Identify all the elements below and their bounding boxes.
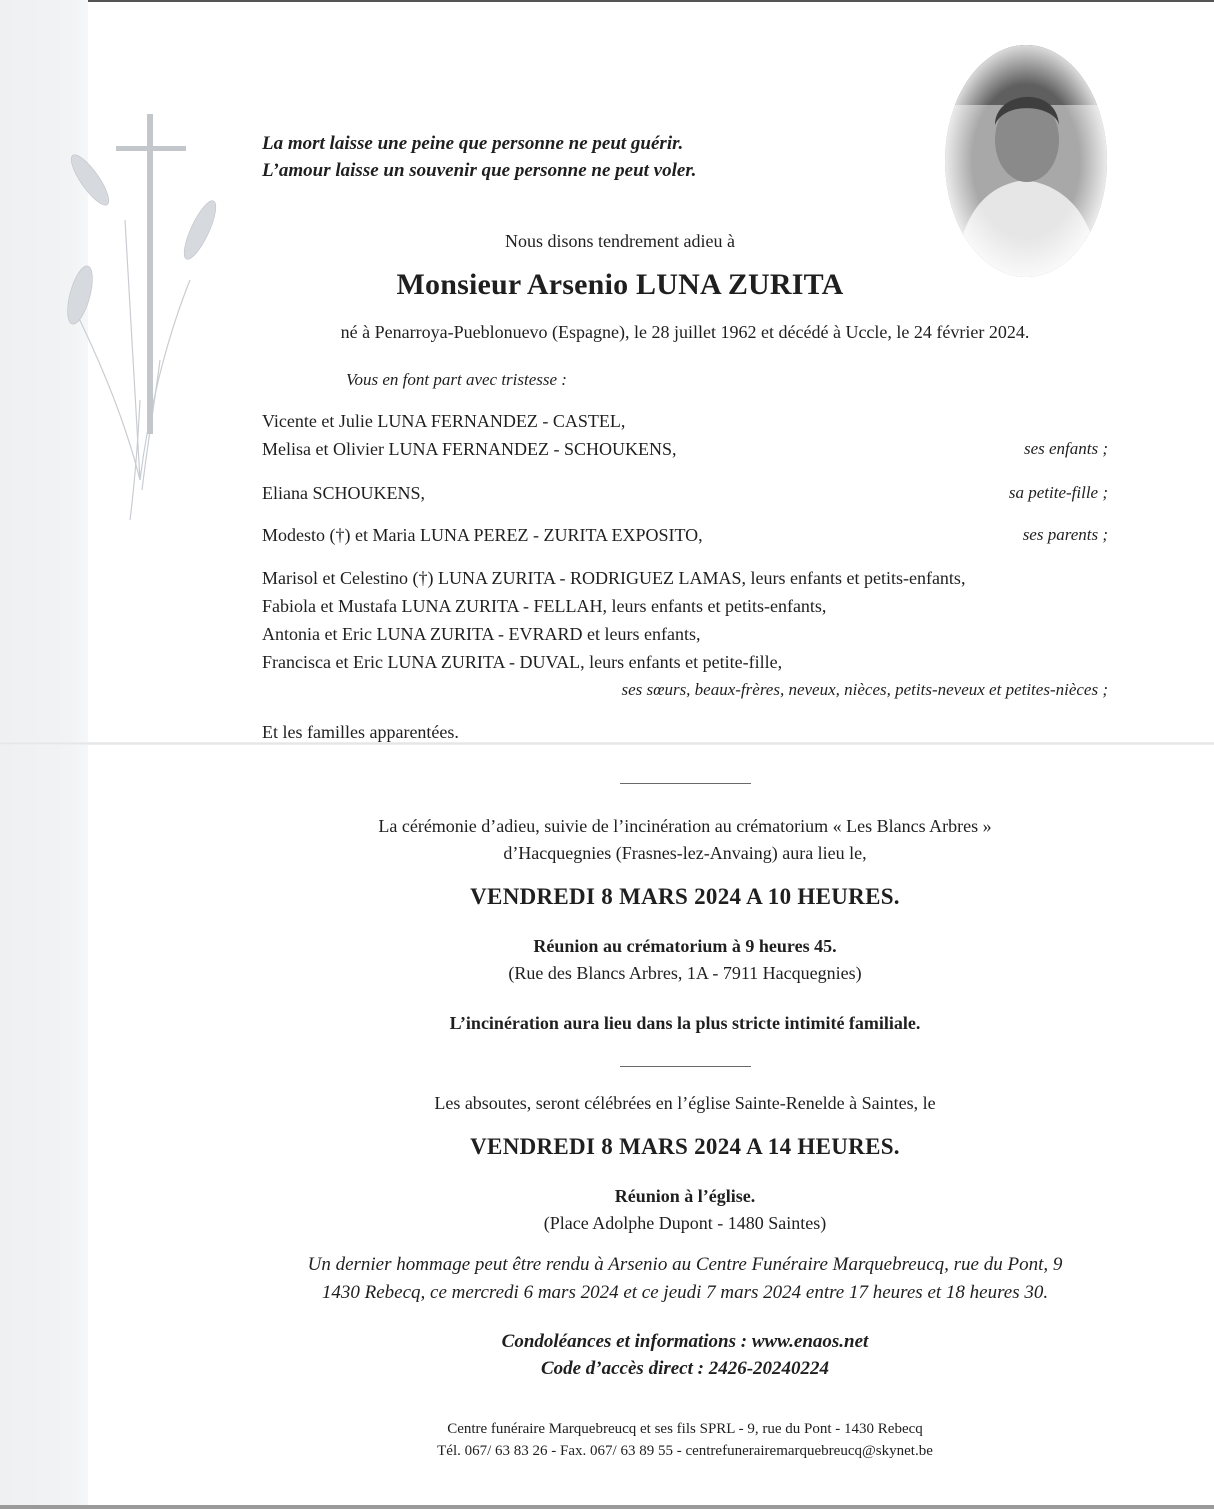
cross-wheat-icon xyxy=(30,100,230,520)
separator-rule xyxy=(620,1066,751,1067)
tribute-line-1: Un dernier hommage peut être rendu à Arsenio au Centre Funéraire Marquebreucq, rue du Pont, 9 xyxy=(307,1254,1063,1275)
bottom-edge xyxy=(0,1505,1214,1509)
absolution-line: Les absoutes, seront célébrées en l’église Sainte-Renelde à Saintes, le xyxy=(434,1093,936,1113)
family-closing-text: Et les familles apparentées. xyxy=(262,722,459,742)
family-line: Francisca et Eric LUNA ZURITA - DUVAL, leurs enfants et petite-fille, xyxy=(262,652,783,672)
relation-label: sa petite-fille ; xyxy=(1008,483,1108,502)
family-children xyxy=(262,407,1108,463)
ceremony-intro xyxy=(262,813,1108,867)
family-parents xyxy=(262,521,1108,549)
relation-label: ses enfants ; xyxy=(1023,439,1108,458)
funeral-home-footer xyxy=(262,1418,1108,1462)
footer-address: Centre funéraire Marquebreucq et ses fils SPRL - 9, rue du Pont - 1430 Rebecq xyxy=(447,1421,923,1437)
family-line: Vicente et Julie LUNA FERNANDEZ - CASTEL, xyxy=(262,411,626,431)
relation-label: ses parents ; xyxy=(1022,525,1108,544)
ceremony-meeting-block xyxy=(262,933,1108,987)
condolences-block xyxy=(262,1328,1108,1382)
intro-text: Nous disons tendrement adieu à xyxy=(505,231,735,251)
separator-rule xyxy=(620,783,751,784)
relation-label: ses sœurs, beaux-frères, neveux, nièces, petits-neveux et petites-nièces ; xyxy=(621,680,1108,699)
absolution-meeting-block xyxy=(262,1183,1108,1237)
family-line: Melisa et Olivier LUNA FERNANDEZ - SCHOUKENS, xyxy=(262,439,677,459)
top-edge xyxy=(0,0,1214,2)
deceased-name: Monsieur Arsenio LUNA ZURITA xyxy=(396,268,844,301)
condolences-line: Condoléances et informations : www.enaos.net xyxy=(501,1331,869,1352)
absolution-date: VENDREDI 8 MARS 2024 A 14 HEURES. xyxy=(470,1134,900,1159)
quote-line-2: L’amour laisse un souvenir que personne ne peut voler. xyxy=(262,160,697,181)
epigraph-quote xyxy=(262,130,696,184)
family-line: Marisol et Celestino (†) LUNA ZURITA - RODRIGUEZ LAMAS, leurs enfants et petits-enfants, xyxy=(262,568,966,588)
ceremony-line-2: d’Hacquegnies (Frasnes-lez-Anvaing) aura lieu le, xyxy=(503,843,867,863)
access-code-line: Code d’accès direct : 2426-20240224 xyxy=(540,1358,830,1379)
family-line: Antonia et Eric LUNA ZURITA - EVRARD et leurs enfants, xyxy=(262,624,701,644)
absolution-meeting: Réunion à l’église. xyxy=(614,1186,756,1206)
absolution-address: (Place Adolphe Dupont - 1480 Saintes) xyxy=(543,1213,827,1233)
tribute-line-2: 1430 Rebecq, ce mercredi 6 mars 2024 et ce jeudi 7 mars 2024 entre 17 heures et 18 heures 30. xyxy=(321,1282,1049,1303)
ceremony-meeting: Réunion au crématorium à 9 heures 45. xyxy=(533,936,837,956)
family-granddaughter xyxy=(262,479,1108,507)
tribute-text xyxy=(262,1251,1108,1307)
footer-contact: Tél. 067/ 63 83 26 - Fax. 067/ 63 89 55 - centrefunerairemarquebreucq@skynet.be xyxy=(437,1443,933,1459)
family-line: Eliana SCHOUKENS, xyxy=(262,483,425,503)
family-line: Modesto (†) et Maria LUNA PEREZ - ZURITA EXPOSITO, xyxy=(262,525,703,545)
family-line: Fabiola et Mustafa LUNA ZURITA - FELLAH, leurs enfants et petits-enfants, xyxy=(262,596,827,616)
ceremony-line-1: La cérémonie d’adieu, suivie de l’incinération au crématorium « Les Blancs Arbres » xyxy=(378,816,992,836)
quote-line-1: La mort laisse une peine que personne ne peut guérir. xyxy=(262,133,684,154)
family-siblings xyxy=(262,564,1108,704)
family-closing xyxy=(262,718,1108,746)
ceremony-address: (Rue des Blancs Arbres, 1A - 7911 Hacquegnies) xyxy=(508,963,862,983)
ceremony-privacy: L’incinération aura lieu dans la plus stricte intimité familiale. xyxy=(449,1013,921,1033)
ceremony-date: VENDREDI 8 MARS 2024 A 10 HEURES. xyxy=(470,884,900,909)
birth-death-line: né à Penarroya-Pueblonuevo (Espagne), le 28 juillet 1962 et décédé à Uccle, le 24 février 2024. xyxy=(340,322,1030,342)
announce-label: Vous en font part avec tristesse : xyxy=(346,370,567,389)
